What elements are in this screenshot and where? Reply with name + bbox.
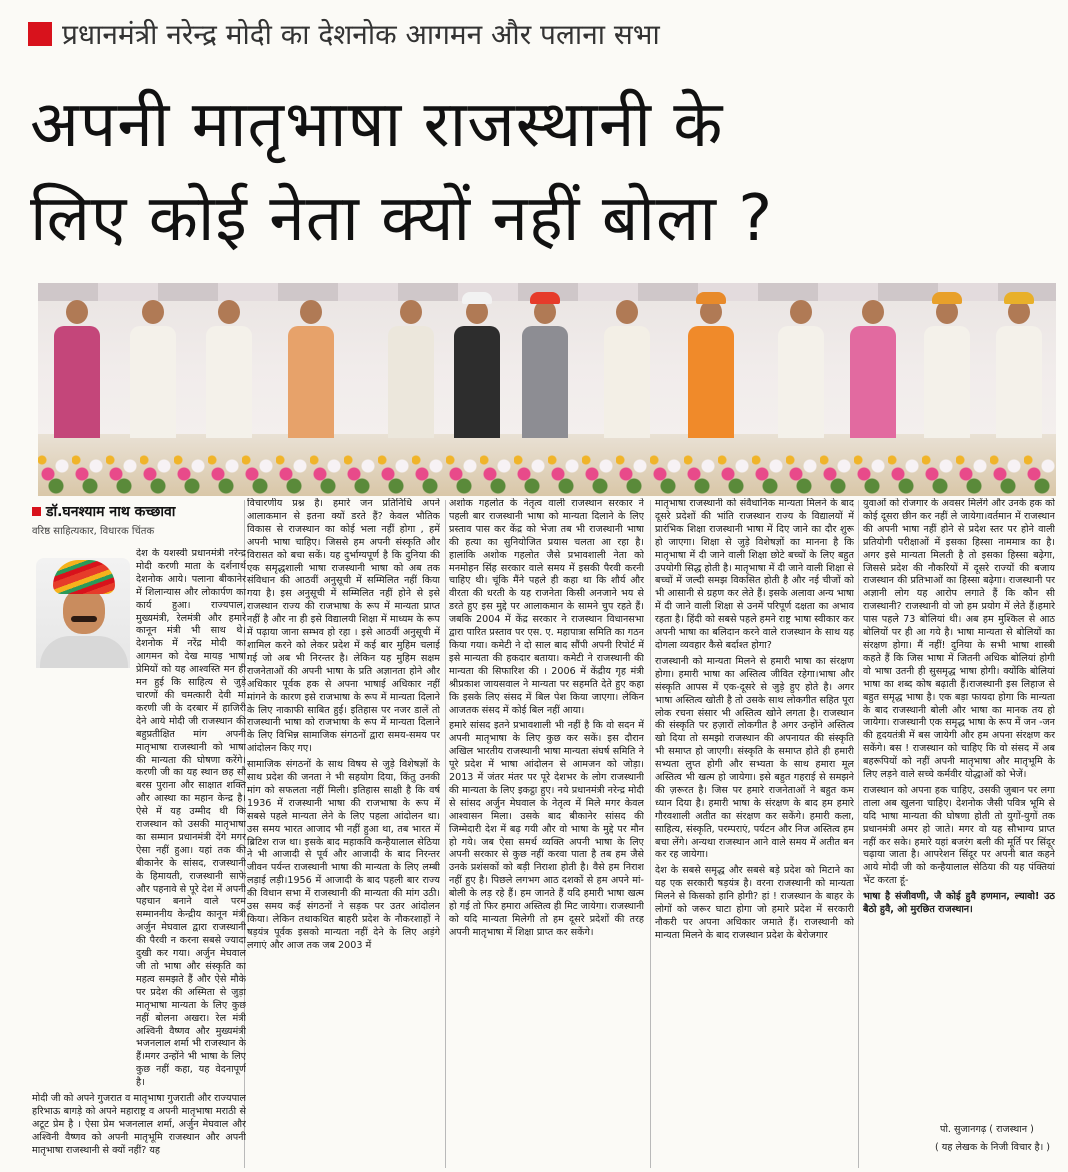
kicker-text: प्रधानमंत्री नरेन्द्र मोदी का देशनोक आगमन और पलाना सभा bbox=[62, 18, 660, 51]
paragraph: राजस्थान को अपना हक चाहिए, उसकी जुबान पर लगा ताला अब खुलना चाहिए। देशनोक जैसी पवित्र भूमि से यदि भाषा मान्यता की घोषणा होती तो युगों-युगों तक प्रधानमंत्री अमर हो जाते। मगर वो यह सौभाग्य प्राप्त नहीं कर सके। हमारे यहां बजरंग बली की मूर्ति पर सिंदूर चढ़ाया जाता है। आपरेशन सिंदूर पर अपनी बात कहने आये मोदी जी को कन्हैयालाल सेठिया की यह पंक्तियां भेंट करता हूं- bbox=[863, 784, 1055, 887]
column-rule bbox=[650, 500, 651, 1168]
column-rule bbox=[445, 500, 446, 1168]
event-photo bbox=[38, 283, 1056, 496]
article-column-3 bbox=[449, 498, 644, 1166]
paragraph: देश के यशस्वी प्रधानमंत्री नरेन्द्र मोदी करणी माता के दर्शनार्थ देशनोक आये। पलाना बीकानेर में शिलान्यास और लोकार्पण का कार्य हुआ। राज्यपाल, मुख्यमंत्री, रेलमंत्री और हमारे कानून मंत्री भी साथ थे। देशनोक में नरेंद्र मोदी का आगमन को देख मायड़ भाषा प्रेमियों को यह आश्वस्ति मन ही मन हुई कि साहित्य से जुड़े चारणों की चमत्कारी देवी मां करणी जी के दरबार में हाजिरी देने आये मोदी जी राजस्थान की बहुप्रतीक्षित मांग अपनी मातृभाषा राजस्थानी को भाषा की मान्यता की घोषणा करेंगे। करणी जी का यह स्थान छह सौ बरस पुराना और साक्षात शक्ति और आस्था का महान केन्द्र है। ऐसे में यह उम्मीद थी कि राजस्थान को उसकी मातृभाषा का सम्मान प्रधानमंत्री देंगे मगर ऐसा नहीं हुआ। यहां तक की बीकानेर के सांसद, राजस्थानी के हिमायती, राजस्थानी साफे और पहनावे से पूरे देश में अपनी पहचान बनाने वाले परम सम्माननीय केन्द्रीय कानून मंत्री अर्जुन मेघवाल द्वारा राजस्थानी की पैरवी न करना सबसे ज्यादा दुखी कर गया। अर्जुन मेघवाल जी तो भाषा और संस्कृति का महत्व समझते हैं और ऐसे मौके पर प्रदेश की अस्मिता से जुड़ा मातृभाषा मान्यता के लिए कुछ नहीं बोलना अखरा। रेल मंत्री अश्विनी वैष्णव और मुख्यमंत्री भजनलाल शर्मा भी राजस्थान के हैं।मगर उन्होंने भी भाषा के लिए कुछ नहीं कहा, यह वेदनापूर्ण है। bbox=[136, 548, 246, 1089]
dignitary-figure bbox=[996, 300, 1042, 438]
paragraph: मोदी जी को अपने गुजरात व मातृभाषा गुजराती और राज्यपाल हरिभाऊ बागड़े को अपने महाराष्ट्र व अपनी मातृभाषा मराठी से अटूट प्रेम है । ऐसा प्रेम भजनलाल शर्मा, अर्जुन मेघवाल और अश्विनी वैष्णव को अपनी मातृभूमि राजस्थान और अपनी मातृभाषा राजस्थानी से क्यों नहीं? यह bbox=[32, 1093, 246, 1156]
author-name: डॉ.घनश्याम नाथ कच्छावा bbox=[32, 502, 244, 521]
paragraph: मातृभाषा राजस्थानी को संवैधानिक मान्यता मिलने के बाद दूसरे प्रदेशों की भांति राजस्थान राज्य के विद्यालयों में प्रारंभिक शिक्षा राजस्थानी भाषा में दिए जाने का दौर शुरू हो जाएगा। शिक्षा से जुड़े विशेषज्ञों का मानना है कि मातृभाषा में दी जाने वाली शिक्षा छोटे बच्चों के लिए बहुत उपयोगी सिद्ध होती है। मातृभाषा में दी जाने वाली शिक्षा से बच्चों में जल्दी समझ विकसित होती है और नई चीजों को भी आसानी से ग्रहण कर लेते हैं। इसके अलावा अन्य भाषा में दी जाने वाली शिक्षा से उनमें परिपूर्ण दक्षता का अभाव रहता है। हिंदी को सबसे पहले हमने राष्ट्र भाषा स्वीकार कर अपनी भाषा का बलिदान करने वाले राजस्थान के साथ यह दोगला व्यवहार कैसे बर्दाश्त होगा? bbox=[655, 498, 854, 651]
dignitary-figure bbox=[778, 300, 824, 438]
disclaimer-note: ( यह लेखक के निजी विचार है। ) bbox=[935, 1142, 1051, 1153]
dignitary-figure bbox=[288, 300, 334, 438]
flower-decoration bbox=[38, 454, 1056, 496]
author-byline bbox=[32, 502, 244, 537]
headline-line-2: लिए कोई नेता क्यों नहीं बोला ? bbox=[30, 182, 774, 256]
author-place: पो. सुजानगढ़ ( राजस्थान ) bbox=[940, 1124, 1034, 1135]
dignitary-figure bbox=[522, 300, 568, 438]
dignitary-figure bbox=[130, 300, 176, 438]
article-column-5 bbox=[863, 498, 1055, 1118]
article-column-4 bbox=[655, 498, 854, 1166]
dignitary-figure bbox=[604, 300, 650, 438]
dignitary-figure bbox=[206, 300, 252, 438]
paragraph: सामाजिक संगठनों के साथ विषय से जुड़े विशेषज्ञों के साथ प्रदेश की जनता ने भी सहयोग दिया, किंतु उनकी मांग को सफलता नहीं मिली। इतिहास साक्षी है कि वर्ष 1936 में राजस्थानी भाषा की राजभाषा के रूप में सबसे पहले मान्यता लेने के लिए पहला आंदोलन था। उस समय भारत आजाद भी नहीं हुआ था, तब भारत में ब्रिटिश राज था। इसके बाद महाकवि कन्हैयालाल सेठिया ने भी आजादी से पूर्व और आजादी के बाद निरन्तर जीवन पर्यन्त राजस्थानी भाषा की मान्यता के लिए लम्बी लड़ाई लड़ी।1956 में आजादी के बाद पहली बार राज्य की विधान सभा में राजस्थानी की मान्यता की मांग उठी। उस समय कई संगठनों ने सड़क पर उतर आंदोलन किया। लेकिन तथाकथित बाहरी प्रदेश के नौकरशाहों ने षड़यंत्र पूर्वक इसको मान्यता नहीं देने के लिए अड़ंगे लगाएं और आज तक जब 2003 में bbox=[247, 759, 440, 951]
column-rule bbox=[858, 500, 859, 1168]
paragraph: राजस्थानी को मान्यता मिलने से हमारी भाषा का संरक्षण होगा। हमारी भाषा का अस्तित्व जीवित रहेगा।भाषा और संस्कृति आपस में एक-दूसरे से जुड़े हुए होते है। अगर भाषा अस्तित्व खोती है तो उसके साथ लोकगीत सहित पूरा लोक रचना संसार भी अस्तित्व खोने लगता है। राजस्थान की संस्कृति पर हज़ारों लोकगीत है अगर उन्होंने अस्तित्व खो दिया तो समझो राजस्थान की अपनायत की संस्कृति भी समाप्त हो जाएगी। संस्कृति के समाप्त होते ही हमारी सभ्यता लुप्त होगी और सभ्यता के साथ हमारा मूल अस्तित्व भी खत्म हो जायेगा। इसे बहुत गहराई से समझने की ज़रूरत है। जिस पर हमारे राजनेताओं ने बहुत कम ध्यान दिया है। हमारी भाषा के संरक्षण के बाद हम हमारे गौरवशाली अतीत का संरक्षण कर सकेंगे। हमारी कला, साहित्य, संस्कृति, परम्पराएं, पर्यटन और निज अस्तित्व हम बचा लेंगे। अन्यथा राजस्थान आने वाले समय में अतीत बन कर रह जायेगा। bbox=[655, 655, 854, 861]
red-square-bullet bbox=[28, 22, 52, 46]
paragraph: अशोक गहलोत के नेतृत्व वाली राजस्थान सरकार ने पहली बार राजस्थानी भाषा को मान्यता दिलाने के लिए प्रस्ताव पास कर केंद्र को भेजा तब भी राजस्थानी भाषा की हत्या का सुनियोजित प्रयास चलता आ रहा है। हालांकि अशोक गहलोत जैसे प्रभावशाली नेता को मनमोहन सिंह सरकार वाले समय में इसकी पैरवी करनी चाहिए थी। चूंकि मैंने पहले ही कहा था कि शौर्य और वीरता की धरती के यह राजनेता किसी अनजाने भय से डरते हुए इस मुद्दे पर आलाकमान के सामने चुप रहते हैं। जबकि 2004 में केंद्र सरकार ने राजस्थान विधानसभा द्वारा पारित प्रस्ताव पर एस. ए. महापात्रा समिति का गठन किया गया। कमेटी ने दो साल बाद सौंपी अपनी रिपोर्ट में इसे मान्यता की हकदार बताया। कमेटी ने राजस्थानी की मान्यता की सिफारिश की । 2006 में केंद्रीय गृह मंत्री श्रीप्रकाश जायसवाल ने मान्यता पर सहमति देते हुए कहा कि इसके लिए संसद में बिल पेश किया जाएगा। लेकिन आजतक संसद में कोई बिल नहीं आया। bbox=[449, 498, 644, 716]
author-role: वरिष्ठ साहित्यकार, विधारक चिंतक bbox=[32, 526, 155, 537]
section-kicker bbox=[28, 14, 1048, 54]
article-column-2 bbox=[247, 498, 440, 1166]
dignitary-figure bbox=[388, 300, 434, 438]
poem-lines: भाषा है संजीवणी, जै कोई हुवै हणमान, ल्यावो! उठ बैठो हुवै, ओ मुरछित राजस्थान। bbox=[863, 891, 1055, 916]
headline bbox=[30, 78, 1040, 266]
paragraph: हमारे सांसद इतने प्रभावशाली भी नहीं है कि वो सदन में अपनी मातृभाषा के लिए कुछ कर सकें। इस दौरान अखिल भारतीय राजस्थानी भाषा मान्यता संघर्ष समिति ने पूरे प्रदेश में भाषा आंदोलन से आमजन को जोड़ा। 2013 में जंतर मंतर पर पूरे देशभर के लोग राजस्थानी की मान्यता के लिए इकट्ठा हुए। नये प्रधानमंत्री नरेन्द्र मोदी से सांसद अर्जुन मेघवाल के नेतृत्व में मिले मगर केवल आश्वासन मिला। उसके बाद बीकानेर सांसद की जिम्मेदारी देश में बढ़ गयी और वो भाषा के मुद्दे पर मौन हो गये। जब ऐसा समर्थ व्यक्ति अपनी भाषा के लिए अपनी सरकार से कुछ नहीं करवा पाता है तब हम जैसे उनके प्रशंसकों को बड़ी निराशा होती है। वैसे हम निराश नहीं हुए है। पिछले लगभग आठ दशकों से हम अपने मां- बोली के लड़ रहे हैं। हम जानते हैं यदि हमारी भाषा खत्म हो गई तो फिर हमारा अस्तित्व ही मिट जायेगा। राजस्थानी को यदि मान्यता मिलेगी तो हम दूसरे प्रदेशों की तरह अपनी मातृभाषा में शिक्षा प्राप्त कर सकेंगे। bbox=[449, 720, 644, 938]
dignitary-figure bbox=[688, 300, 734, 438]
paragraph: युवाओं को रोजगार के अवसर मिलेंगे और उनके हक को कोई दूसरा छीन कर नहीं ले जायेगा।वर्तमान में राजस्थान की अपनी भाषा नहीं होने से प्रदेश स्तर पर होने वाली प्रतियोगी परीक्षाओं में इसका हिस्सा नाममात्र का है। अगर इसे मान्यता मिलती है तो इसका हिस्सा बढ़ेगा, जिससे प्रदेश की नौकरियों में दूसरे राज्यों की बजाय राजस्थान की प्रतिभाओं का हिस्सा बढ़ेगा। राजस्थानी पर अज्ञानी लोग यह आरोप लगाते हैं कि कौन सी राजस्थानी? राजस्थानी वो जो हम प्रयोग में लेते हैं।हमारे पास पहले 73 बोलियां थी। अब हम मुश्किल से आठ बोलियों पर ही आ गये है। भाषा मान्यता से बोलियों का संरक्षण होगा। मैं नहीं! दुनिया के सभी भाषा शास्त्री कहते हैं कि जिस भाषा में जितनी अधिक बोलियां होगी वो भाषा उतनी ही सुसमृद्ध भाषा होगी। क्योंकि बोलियां भाषा का शब्द कोष बढ़ाती हैं।राजस्थानी इस लिहाज से बहुत समृद्ध भाषा है। एक बड़ा फायदा होगा कि मान्यता के बाद राजस्थानी बोली और भाषा का मानक तय हो जायेगा। राजस्थानी एक समृद्ध भाषा के रूप में जन -जन की हृदयतंत्री में बस जायेगी और हम अपना संरक्षण कर सकेंगे। बस ! राजस्थान को चाहिए कि वो संसद में अब बहरूपियों को नहीं अपनी मातृभाषा और मातृभूमि के लिए लड़ने वाले सच्चे कर्मवीर योद्धाओं को भेजें। bbox=[863, 498, 1055, 781]
article-column-1 bbox=[32, 548, 246, 1168]
headline-line-1: अपनी मातृभाषा राजस्थानी के bbox=[30, 88, 724, 162]
paragraph: विचारणीय प्रश्न है। हमारे जन प्रतिनिधि अपने आलाकमान से इतना क्यों डरते हैं? केवल भौतिक विकास से राजस्थान का कोई भला नहीं होगा , हमें अपनी भाषा चाहिए। जिससे हम अपनी संस्कृति और विरासत को बचा सकें। यह दुर्भाग्यपूर्ण है कि दुनिया की एक समृद्धशाली भाषा राजस्थानी भाषा को अब तक संविधान की आठवीं अनुसूची में सम्मिलित नहीं किया गया है। इस अनुसूची में सम्मिलित नहीं होने से इसे राजस्थान राज्य की राजभाषा के रूप में मान्यता प्राप्त नहीं है और ना ही इसे विद्यालयी शिक्षा में माध्यम के रूप में पढ़ाया जाना सम्भव हो रहा । इसे आठवीं अनुसूची में शामिल करने को लेकर प्रदेश में कई बार मुहिम चलाई गई जो अब भी निरन्तर है। लेकिन यह मुहिम सक्षम राजनेताओं की अपनी भाषा के प्रति अज्ञानता होने और अधिकार पूर्वक हक से अपना भाषाई अधिकार नहीं मांगने के कारण इसे राजभाषा के रूप में मान्यता दिलाने के लिए नाकाफी साबित हुई। इतिहास पर नजर डालें तो राजस्थानी भाषा को राजभाषा के रूप में मान्यता दिलाने के लिए विभिन्न सामाजिक संगठनों द्वारा समय-समय पर आंदोलन किए गए। bbox=[247, 498, 440, 755]
dignitary-figure bbox=[54, 300, 100, 438]
paragraph: देश के सबसे समृद्ध और सबसे बड़े प्रदेश को मिटाने का यह एक सरकारी षड़यंत्र है। वरना राजस्थानी को मान्यता मिलने से किसको हानि होगी? हां ! राजस्थान के बाहर के लोगों को जरूर घाटा होगा जो हमारे प्रदेश में सरकारी नौकरी पर अपना अधिकार जमाते हैं। राजस्थानी को मान्यता मिलने के बाद राजस्थान प्रदेश के बेरोजगार bbox=[655, 865, 854, 941]
dignitary-figure bbox=[454, 300, 500, 438]
dignitary-figure bbox=[924, 300, 970, 438]
dignitary-figure bbox=[850, 300, 896, 438]
